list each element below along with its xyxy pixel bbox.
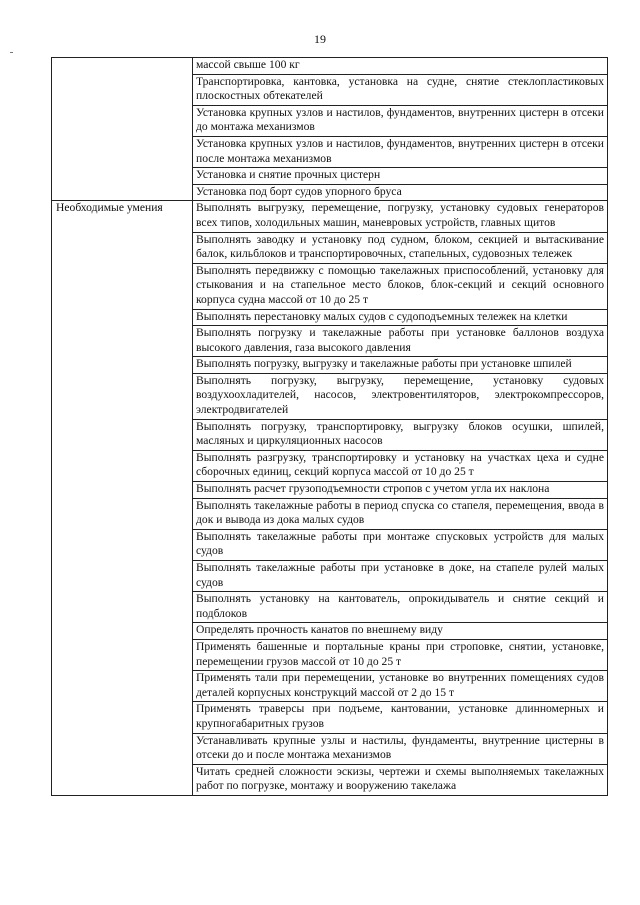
table-cell-description: Установка крупных узлов и настилов, фундаментов, внутренних цистерн в отсеки до монтажа механизмов: [193, 105, 608, 136]
table-cell-description: Выполнять установку на кантователь, опрокидыватель и снятие секций и подблоков: [193, 592, 608, 623]
table-cell-description: Транспортировка, кантовка, установка на судне, снятие стеклопластиковых плоскостных обтекателей: [193, 74, 608, 105]
qualification-table: [51, 57, 608, 796]
table-cell-description: Установка под борт судов упорного бруса: [193, 184, 608, 201]
table-cell-description: Выполнять погрузку и такелажные работы при установке баллонов воздуха высокого давления, газа высокого давления: [193, 326, 608, 357]
table-cell-description: Выполнять расчет грузоподъемности стропов с учетом угла их наклона: [193, 482, 608, 499]
table-cell-description: Выполнять выгрузку, перемещение, погрузку, установку судовых генераторов всех типов, холодильных машин, маневровых устройств, главных щитов: [193, 201, 608, 232]
table-cell-description: Выполнять такелажные работы при установке в доке, на стапеле рулей малых судов: [193, 561, 608, 592]
table-cell-label-empty: [52, 58, 193, 201]
table-cell-description: Применять тали при перемещении, установке во внутренних помещениях судов деталей корпусных конструкций массой от 2 до 15 т: [193, 671, 608, 702]
table-cell-description: Выполнять погрузку, выгрузку, перемещение, установку судовых воздухоохладителей, насосов, электровентиляторов, электрокомпрессоров, электродвигателей: [193, 373, 608, 419]
table-cell-description: Устанавливать крупные узлы и настилы, фундаменты, внутренние цистерны в отсеки до и после монтажа механизмов: [193, 733, 608, 764]
table-cell-description: Применять башенные и портальные краны при строповке, снятии, установке, перемещении грузов массой от 10 до 25 т: [193, 639, 608, 670]
table-cell-description: Выполнять погрузку, выгрузку и такелажные работы при установке шпилей: [193, 357, 608, 374]
table-cell-description: Определять прочность канатов по внешнему виду: [193, 623, 608, 640]
table-cell-description: Выполнять перестановку малых судов с судоподъемных тележек на клетки: [193, 309, 608, 326]
table-cell-description: Выполнять такелажные работы при монтаже спусковых устройств для малых судов: [193, 529, 608, 560]
table-cell-description: массой свыше 100 кг: [193, 58, 608, 75]
table-cell-description: Выполнять разгрузку, транспортировку и установку на участках цеха и судне сборочных единиц, секций корпуса массой от 10 до 25 т: [193, 450, 608, 481]
table-cell-description: Выполнять передвижку с помощью такелажных приспособлений, установку для стыкования и на стапельное место блоков, блок-секций и секций основного корпуса судна массой от 10 до 25 т: [193, 263, 608, 309]
table-cell-description: Выполнять такелажные работы в период спуска со стапеля, перемещения, ввода в док и вывода из дока малых судов: [193, 498, 608, 529]
table-cell-description: Применять траверсы при подъеме, кантовании, установке длинномерных и крупногабаритных грузов: [193, 702, 608, 733]
table-cell-description: Выполнять погрузку, транспортировку, выгрузку блоков осушки, шпилей, масляных и циркуляционных насосов: [193, 419, 608, 450]
table-row: [52, 201, 608, 232]
section-label-skills: Необходимые умения: [52, 201, 193, 796]
table-cell-description: Установка и снятие прочных цистерн: [193, 168, 608, 185]
table-cell-description: Читать средней сложности эскизы, чертежи и схемы выполняемых такелажных работ по погрузке, монтажу и вооружению такелажа: [193, 764, 608, 795]
scan-artifact: [10, 52, 13, 53]
table-cell-description: Установка крупных узлов и настилов, фундаментов, внутренних цистерн в отсеки после монтажа механизмов: [193, 136, 608, 167]
table-row: [52, 58, 608, 75]
table-cell-description: Выполнять заводку и установку под судном, блоком, секцией и вытаскивание балок, кильблоков и транспортировочных, стапельных, судовозных тележек: [193, 232, 608, 263]
page-number: 19: [314, 32, 326, 46]
